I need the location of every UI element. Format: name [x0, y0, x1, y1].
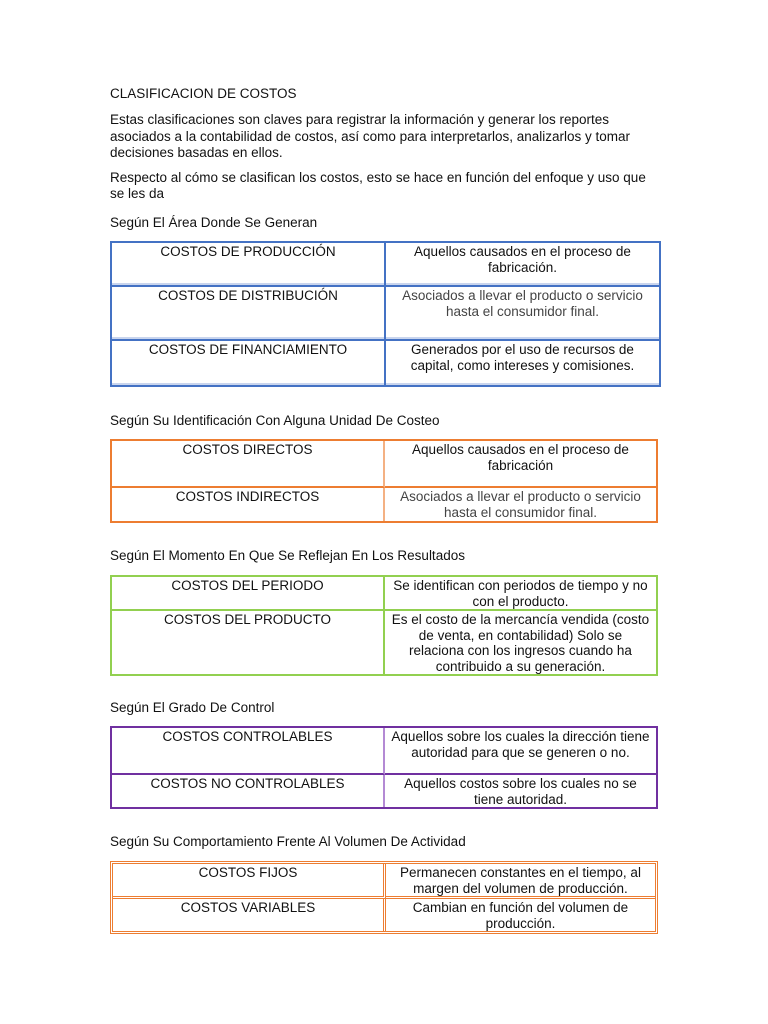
table-row — [113, 864, 655, 899]
table-row — [112, 341, 659, 385]
cost-desc-cell: Cambian en función del volumen de producción. — [412, 900, 629, 931]
cost-name-cell: COSTOS DE DISTRIBUCIÓN — [112, 287, 386, 341]
table-row — [112, 577, 656, 611]
table-row — [112, 611, 656, 674]
cost-desc-cell: Aquellos costos sobre los cuales no se tiene autoridad. — [404, 776, 637, 807]
cost-name-cell: COSTOS VARIABLES — [113, 899, 386, 931]
section-heading-volume: Según Su Comportamiento Frente Al Volumen De Actividad — [110, 834, 466, 849]
document-body — [110, 86, 660, 211]
cost-name-cell: COSTOS FIJOS — [113, 864, 386, 899]
section-heading-moment: Según El Momento En Que Se Reflejan En Los Resultados — [110, 548, 465, 563]
table-row — [112, 488, 656, 521]
table-control — [110, 726, 658, 809]
cost-desc-cell: Aquellos causados en el proceso de fabricación. — [386, 243, 659, 287]
cost-desc-cell: Generados por el uso de recursos de capital, como intereses y comisiones. — [386, 341, 659, 385]
cost-name-cell: COSTOS CONTROLABLES — [112, 728, 385, 775]
cost-name-cell: COSTOS DIRECTOS — [112, 441, 385, 488]
table-volume — [110, 861, 658, 934]
table-moment — [110, 575, 658, 676]
intro-paragraph: Estas clasificaciones son claves para registrar la información y generar los reportes asociados a la contabilidad de costos, así como para interpretarlos, analizarlos y tomar decisiones basadas en ellos. — [110, 112, 631, 160]
cost-name-cell: COSTOS DE FINANCIAMIENTO — [112, 341, 386, 385]
document-title: CLASIFICACION DE COSTOS — [110, 86, 297, 101]
table-row — [112, 728, 656, 775]
intro-paragraph-2: Respecto al cómo se clasifican los costos, esto se hace en función del enfoque y uso que se les da — [110, 169, 646, 201]
cost-desc-cell: Permanecen constantes en el tiempo, al margen del volumen de producción. — [386, 864, 655, 899]
cost-desc-cell: Asociados a llevar el producto o servicio hasta el consumidor final. — [386, 287, 659, 341]
cost-desc-cell: Es el costo de la mercancía vendida (costo de venta, en contabilidad) Solo se relaciona con los ingresos cuando ha contribuido a su generación. — [391, 612, 650, 674]
cost-desc-cell: Aquellos causados en el proceso de fabricación — [385, 441, 656, 488]
table-area — [110, 241, 661, 387]
table-row — [112, 243, 659, 287]
cost-name-cell: COSTOS DEL PRODUCTO — [112, 611, 385, 674]
cost-desc-cell: Aquellos sobre los cuales la dirección tiene autoridad para que se generen o no. — [385, 728, 656, 775]
table-identification — [110, 439, 658, 523]
cost-desc-cell: Se identifican con periodos de tiempo y no con el producto. — [385, 577, 656, 611]
cost-name-cell: COSTOS DE PRODUCCIÓN — [112, 243, 386, 287]
section-heading-identification: Según Su Identificación Con Alguna Unidad De Costeo — [110, 413, 440, 428]
section-heading-control: Según El Grado De Control — [110, 700, 275, 715]
table-row — [112, 441, 656, 488]
cost-name-cell: COSTOS INDIRECTOS — [112, 488, 385, 521]
cost-desc-cell: Asociados a llevar el producto o servicio hasta el consumidor final. — [400, 489, 641, 520]
table-row — [112, 287, 659, 341]
cost-name-cell: COSTOS DEL PERIODO — [112, 577, 385, 611]
cost-name-cell: COSTOS NO CONTROLABLES — [112, 775, 385, 807]
table-row — [112, 775, 656, 807]
table-row — [113, 899, 655, 931]
section-heading-area: Según El Área Donde Se Generan — [110, 215, 318, 230]
